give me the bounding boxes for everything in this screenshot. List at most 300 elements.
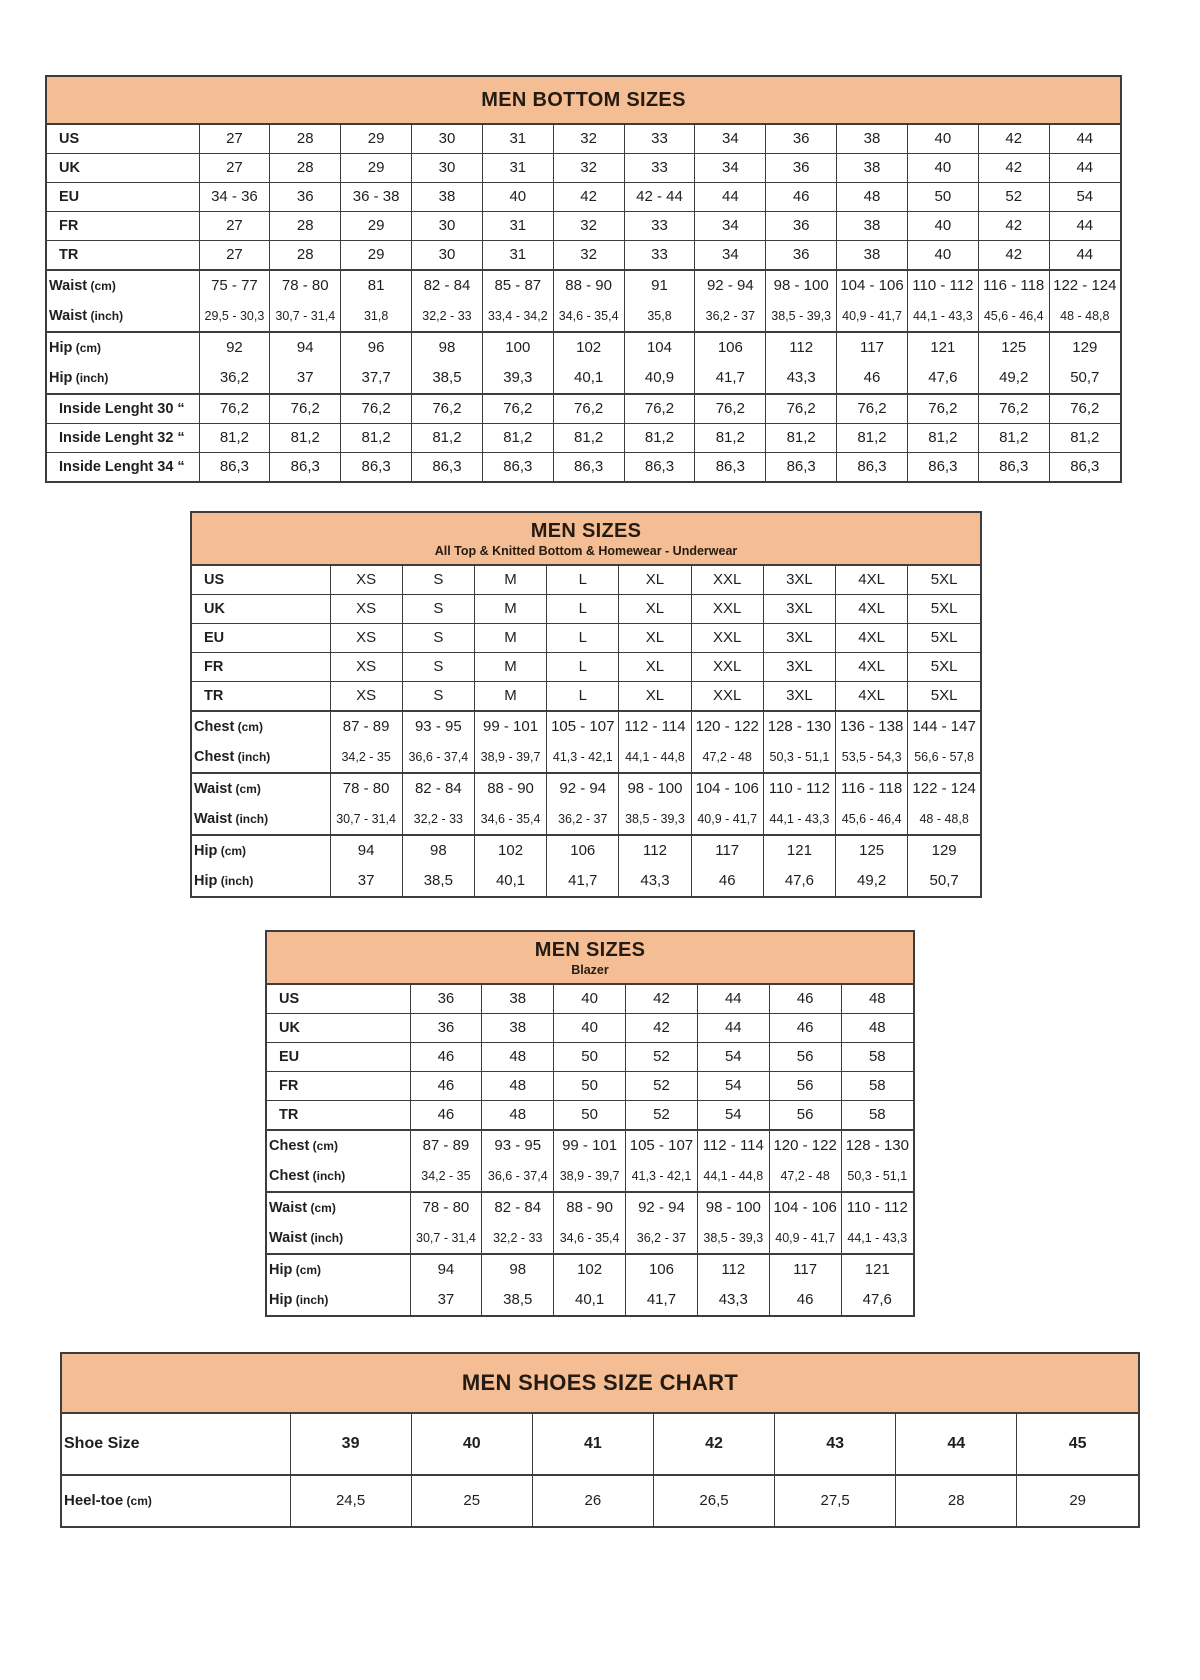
value-cell: 104	[624, 332, 695, 363]
row-label-unit: (inch)	[232, 812, 269, 826]
value-cell: 36	[766, 125, 837, 154]
value-cell: 104 - 106	[837, 270, 908, 301]
value-cell: 105 - 107	[626, 1130, 698, 1161]
value-cell: 4XL	[836, 682, 908, 712]
value-cell: 81,2	[837, 424, 908, 453]
row-label-text: TR	[204, 688, 224, 704]
value-cell: 58	[841, 1072, 913, 1101]
value-cell: 27	[199, 241, 270, 271]
value-cell: 86,3	[978, 453, 1049, 482]
value-cell: XL	[619, 682, 691, 712]
value-cell: 81,2	[412, 424, 483, 453]
value-cell: 86,3	[553, 453, 624, 482]
value-cell: 76,2	[412, 394, 483, 424]
value-cell: 38,5 - 39,3	[619, 804, 691, 835]
value-cell: 34,6 - 35,4	[474, 804, 546, 835]
value-cell: 104 - 106	[691, 773, 763, 804]
value-cell: 122 - 124	[1049, 270, 1120, 301]
value-cell: 86,3	[482, 453, 553, 482]
value-cell: 112 - 114	[697, 1130, 769, 1161]
value-cell: 125	[978, 332, 1049, 363]
row-label	[47, 332, 199, 363]
row-label	[47, 270, 199, 301]
value-cell: 117	[837, 332, 908, 363]
value-cell: S	[402, 682, 474, 712]
value-cell: 50,7	[1049, 363, 1120, 394]
value-cell: 50	[554, 1101, 626, 1131]
value-cell: 50	[907, 183, 978, 212]
row-label-text: Waist	[269, 1230, 308, 1246]
value-cell: 117	[769, 1254, 841, 1285]
row-label-text: Chest	[269, 1138, 310, 1154]
value-cell: 46	[769, 1014, 841, 1043]
value-cell: 40	[907, 154, 978, 183]
table-row	[267, 1254, 913, 1285]
row-label	[267, 1192, 410, 1223]
value-cell: 98	[412, 332, 483, 363]
value-cell: 116 - 118	[978, 270, 1049, 301]
row-label-text: Hip	[194, 843, 218, 859]
row-label-text: TR	[279, 1107, 299, 1123]
value-cell: 26	[532, 1475, 653, 1526]
value-cell: 144 - 147	[908, 711, 980, 742]
value-cell: 44	[896, 1414, 1017, 1475]
value-cell: 86,3	[341, 453, 412, 482]
men-sizes-tops-table	[190, 511, 982, 898]
row-label-unit: (inch)	[217, 874, 254, 888]
value-cell: 76,2	[766, 394, 837, 424]
row-label-unit: (cm)	[307, 1201, 336, 1215]
value-cell: 39,3	[482, 363, 553, 394]
value-cell: L	[547, 682, 619, 712]
value-cell: 52	[978, 183, 1049, 212]
value-cell: 38	[482, 985, 554, 1014]
value-cell: 121	[907, 332, 978, 363]
row-label-text: UK	[59, 160, 80, 176]
value-cell: 54	[1049, 183, 1120, 212]
row-label-text: Hip	[49, 370, 73, 386]
value-cell: 98 - 100	[766, 270, 837, 301]
value-cell: 81,2	[553, 424, 624, 453]
row-label	[267, 1254, 410, 1285]
value-cell: 34	[695, 154, 766, 183]
value-cell: 35,8	[624, 301, 695, 332]
men-bottom-sizes-grid	[47, 125, 1120, 481]
value-cell: 36	[766, 212, 837, 241]
value-cell: 58	[841, 1101, 913, 1131]
row-label-text: EU	[279, 1049, 300, 1065]
value-cell: 41,7	[695, 363, 766, 394]
row-label-text: Waist	[49, 278, 88, 294]
value-cell: L	[547, 595, 619, 624]
value-cell: 33	[624, 154, 695, 183]
value-cell: 76,2	[553, 394, 624, 424]
value-cell: 48	[482, 1043, 554, 1072]
value-cell: 102	[553, 332, 624, 363]
value-cell: 37	[330, 866, 402, 896]
value-cell: 86,3	[1049, 453, 1120, 482]
value-cell: XS	[330, 653, 402, 682]
row-label-text: Chest	[194, 749, 235, 765]
value-cell: 26,5	[653, 1475, 774, 1526]
value-cell: 81,2	[1049, 424, 1120, 453]
value-cell: 86,3	[837, 453, 908, 482]
value-cell: 76,2	[837, 394, 908, 424]
men-bottom-sizes-header	[47, 77, 1120, 125]
row-label	[47, 183, 199, 212]
value-cell: 53,5 - 54,3	[836, 742, 908, 773]
value-cell: 36 - 38	[341, 183, 412, 212]
row-label	[267, 1161, 410, 1192]
table-row	[47, 301, 1120, 332]
table-row	[47, 363, 1120, 394]
row-label-unit: (cm)	[234, 720, 263, 734]
value-cell: 94	[270, 332, 341, 363]
table-row	[192, 742, 980, 773]
row-label	[47, 394, 199, 424]
row-label-text: Shoe Size	[64, 1435, 140, 1452]
row-label	[47, 424, 199, 453]
row-label	[192, 711, 330, 742]
table-row	[62, 1475, 1138, 1526]
value-cell: 52	[626, 1101, 698, 1131]
value-cell: 86,3	[199, 453, 270, 482]
value-cell: 85 - 87	[482, 270, 553, 301]
value-cell: 46	[769, 985, 841, 1014]
value-cell: 5XL	[908, 566, 980, 595]
value-cell: 36	[766, 154, 837, 183]
value-cell: 36,2 - 37	[547, 804, 619, 835]
value-cell: 106	[547, 835, 619, 866]
value-cell: 38	[837, 125, 908, 154]
table-row	[192, 804, 980, 835]
value-cell: 42	[978, 212, 1049, 241]
row-label	[47, 212, 199, 241]
value-cell: 29	[341, 212, 412, 241]
value-cell: 87 - 89	[410, 1130, 482, 1161]
value-cell: 88 - 90	[553, 270, 624, 301]
value-cell: 47,2 - 48	[769, 1161, 841, 1192]
value-cell: 76,2	[341, 394, 412, 424]
table-row	[47, 270, 1120, 301]
value-cell: 50,7	[908, 866, 980, 896]
table-row	[192, 595, 980, 624]
value-cell: 37	[410, 1285, 482, 1315]
value-cell: 42	[626, 1014, 698, 1043]
value-cell: 120 - 122	[691, 711, 763, 742]
value-cell: 102	[554, 1254, 626, 1285]
value-cell: 40	[411, 1414, 532, 1475]
value-cell: XXL	[691, 624, 763, 653]
table-row	[267, 1043, 913, 1072]
row-label	[192, 835, 330, 866]
value-cell: XL	[619, 566, 691, 595]
value-cell: 42	[978, 154, 1049, 183]
row-label	[62, 1475, 290, 1526]
row-label	[267, 1043, 410, 1072]
value-cell: 31	[482, 125, 553, 154]
value-cell: 30,7 - 31,4	[410, 1223, 482, 1254]
value-cell: 120 - 122	[769, 1130, 841, 1161]
value-cell: 44	[1049, 212, 1120, 241]
value-cell: 44,1 - 43,3	[907, 301, 978, 332]
value-cell: 34,2 - 35	[330, 742, 402, 773]
value-cell: 86,3	[412, 453, 483, 482]
value-cell: 121	[763, 835, 835, 866]
value-cell: 36,2 - 37	[626, 1223, 698, 1254]
value-cell: M	[474, 624, 546, 653]
value-cell: 5XL	[908, 595, 980, 624]
value-cell: 112	[697, 1254, 769, 1285]
value-cell: 98 - 100	[697, 1192, 769, 1223]
value-cell: 3XL	[763, 624, 835, 653]
value-cell: 110 - 112	[907, 270, 978, 301]
value-cell: 44	[697, 1014, 769, 1043]
row-label-unit: (inch)	[292, 1293, 329, 1307]
value-cell: 32	[553, 241, 624, 271]
value-cell: 45,6 - 46,4	[978, 301, 1049, 332]
value-cell: XS	[330, 595, 402, 624]
value-cell: 30,7 - 31,4	[330, 804, 402, 835]
value-cell: M	[474, 595, 546, 624]
value-cell: 3XL	[763, 653, 835, 682]
value-cell: 38,5 - 39,3	[766, 301, 837, 332]
value-cell: 81,2	[624, 424, 695, 453]
value-cell: 4XL	[836, 566, 908, 595]
value-cell: 36	[410, 985, 482, 1014]
men-sizes-blazer-header	[267, 932, 913, 985]
row-label	[47, 154, 199, 183]
value-cell: S	[402, 653, 474, 682]
value-cell: 37,7	[341, 363, 412, 394]
value-cell: 40,1	[554, 1285, 626, 1315]
row-label	[192, 624, 330, 653]
value-cell: 5XL	[908, 682, 980, 712]
value-cell: 78 - 80	[330, 773, 402, 804]
value-cell: 117	[691, 835, 763, 866]
value-cell: 121	[841, 1254, 913, 1285]
value-cell: 86,3	[766, 453, 837, 482]
row-label	[267, 1285, 410, 1315]
row-label	[47, 453, 199, 482]
value-cell: 28	[896, 1475, 1017, 1526]
table-row	[47, 212, 1120, 241]
value-cell: 38,9 - 39,7	[554, 1161, 626, 1192]
value-cell: 32	[553, 125, 624, 154]
value-cell: 41	[532, 1414, 653, 1475]
value-cell: 50	[554, 1043, 626, 1072]
row-label-unit: (cm)	[232, 782, 261, 796]
value-cell: 29	[341, 241, 412, 271]
value-cell: 50,3 - 51,1	[763, 742, 835, 773]
value-cell: 40	[482, 183, 553, 212]
value-cell: 99 - 101	[474, 711, 546, 742]
table-row	[62, 1414, 1138, 1475]
value-cell: 43,3	[697, 1285, 769, 1315]
value-cell: 44	[1049, 125, 1120, 154]
value-cell: XS	[330, 624, 402, 653]
value-cell: 4XL	[836, 624, 908, 653]
table-row	[47, 394, 1120, 424]
value-cell: 32	[553, 212, 624, 241]
row-label	[192, 595, 330, 624]
row-label	[267, 1223, 410, 1254]
value-cell: 92 - 94	[547, 773, 619, 804]
table-row	[192, 624, 980, 653]
table-row	[192, 566, 980, 595]
value-cell: 28	[270, 212, 341, 241]
value-cell: 100	[482, 332, 553, 363]
value-cell: 27	[199, 212, 270, 241]
table-title: MEN SIZES	[530, 519, 642, 542]
row-label-text: Hip	[49, 340, 73, 356]
value-cell: 40,9 - 41,7	[691, 804, 763, 835]
table-subtitle: All Top & Knitted Bottom & Homewear - Underwear	[434, 543, 738, 558]
table-row	[47, 453, 1120, 482]
value-cell: 54	[697, 1101, 769, 1131]
value-cell: 45	[1017, 1414, 1138, 1475]
value-cell: 38	[837, 212, 908, 241]
table-subtitle: Blazer	[571, 962, 609, 977]
value-cell: 44	[1049, 154, 1120, 183]
value-cell: XXL	[691, 595, 763, 624]
value-cell: 110 - 112	[763, 773, 835, 804]
value-cell: 76,2	[270, 394, 341, 424]
table-row	[47, 125, 1120, 154]
value-cell: 38,5	[402, 866, 474, 896]
value-cell: 41,3 - 42,1	[626, 1161, 698, 1192]
row-label-text: Inside Lenght 34 “	[59, 459, 185, 475]
value-cell: 40	[554, 1014, 626, 1043]
value-cell: 76,2	[624, 394, 695, 424]
row-label-unit: (cm)	[217, 844, 247, 858]
value-cell: 76,2	[907, 394, 978, 424]
value-cell: 122 - 124	[908, 773, 980, 804]
row-label	[47, 125, 199, 154]
value-cell: S	[402, 624, 474, 653]
value-cell: 42	[978, 241, 1049, 271]
row-label	[267, 985, 410, 1014]
row-label	[47, 301, 199, 332]
value-cell: 81,2	[907, 424, 978, 453]
table-row	[267, 1285, 913, 1315]
value-cell: 81,2	[482, 424, 553, 453]
row-label	[192, 653, 330, 682]
value-cell: 40	[907, 125, 978, 154]
value-cell: 91	[624, 270, 695, 301]
value-cell: XXL	[691, 682, 763, 712]
value-cell: 76,2	[978, 394, 1049, 424]
value-cell: 32,2 - 33	[482, 1223, 554, 1254]
value-cell: L	[547, 624, 619, 653]
value-cell: 54	[697, 1043, 769, 1072]
row-label-text: Hip	[269, 1292, 293, 1308]
value-cell: 92 - 94	[695, 270, 766, 301]
value-cell: 96	[341, 332, 412, 363]
value-cell: 129	[1049, 332, 1120, 363]
value-cell: 33	[624, 241, 695, 271]
row-label-text: US	[59, 131, 80, 147]
men-shoes-size-chart-table	[60, 1352, 1140, 1528]
value-cell: 47,6	[907, 363, 978, 394]
value-cell: 44,1 - 44,8	[619, 742, 691, 773]
row-label-text: Hip	[269, 1262, 293, 1278]
value-cell: 106	[626, 1254, 698, 1285]
value-cell: M	[474, 682, 546, 712]
row-label-text: Heel-toe	[64, 1492, 124, 1509]
value-cell: 33,4 - 34,2	[482, 301, 553, 332]
table-row	[47, 241, 1120, 271]
table-row	[267, 1192, 913, 1223]
value-cell: 43,3	[619, 866, 691, 896]
value-cell: XS	[330, 566, 402, 595]
value-cell: 102	[474, 835, 546, 866]
value-cell: 92 - 94	[626, 1192, 698, 1223]
value-cell: 81,2	[270, 424, 341, 453]
value-cell: 46	[837, 363, 908, 394]
value-cell: XL	[619, 653, 691, 682]
value-cell: 75 - 77	[199, 270, 270, 301]
value-cell: 112	[619, 835, 691, 866]
row-label-text: Hip	[194, 873, 218, 889]
value-cell: 82 - 84	[482, 1192, 554, 1223]
value-cell: 45,6 - 46,4	[836, 804, 908, 835]
value-cell: 37	[270, 363, 341, 394]
value-cell: 136 - 138	[836, 711, 908, 742]
row-label-unit: (inch)	[72, 371, 109, 385]
table-row	[47, 183, 1120, 212]
men-shoes-size-chart-grid	[62, 1414, 1138, 1526]
value-cell: 106	[695, 332, 766, 363]
table-title: MEN SIZES	[534, 938, 646, 961]
row-label-unit: (inch)	[309, 1169, 346, 1183]
row-label	[47, 241, 199, 271]
value-cell: 47,2 - 48	[691, 742, 763, 773]
row-label-text: Chest	[194, 719, 235, 735]
value-cell: 29	[341, 154, 412, 183]
row-label	[192, 566, 330, 595]
table-title: MEN SHOES SIZE CHART	[461, 1370, 739, 1395]
value-cell: 34 - 36	[199, 183, 270, 212]
value-cell: 46	[691, 866, 763, 896]
value-cell: XXL	[691, 566, 763, 595]
men-shoes-size-chart-header	[62, 1354, 1138, 1414]
value-cell: 98	[482, 1254, 554, 1285]
value-cell: 36	[270, 183, 341, 212]
value-cell: 25	[411, 1475, 532, 1526]
value-cell: L	[547, 566, 619, 595]
value-cell: 52	[626, 1072, 698, 1101]
value-cell: 104 - 106	[769, 1192, 841, 1223]
value-cell: 24,5	[290, 1475, 411, 1526]
table-row	[192, 773, 980, 804]
value-cell: 29	[1017, 1475, 1138, 1526]
row-label-text: US	[279, 991, 300, 1007]
value-cell: 48	[482, 1072, 554, 1101]
value-cell: 30,7 - 31,4	[270, 301, 341, 332]
value-cell: 29	[341, 125, 412, 154]
value-cell: 47,6	[841, 1285, 913, 1315]
value-cell: 50,3 - 51,1	[841, 1161, 913, 1192]
value-cell: S	[402, 566, 474, 595]
value-cell: 86,3	[270, 453, 341, 482]
value-cell: 27,5	[775, 1475, 896, 1526]
value-cell: 112 - 114	[619, 711, 691, 742]
row-label	[192, 742, 330, 773]
value-cell: 46	[410, 1072, 482, 1101]
value-cell: XS	[330, 682, 402, 712]
row-label	[192, 773, 330, 804]
